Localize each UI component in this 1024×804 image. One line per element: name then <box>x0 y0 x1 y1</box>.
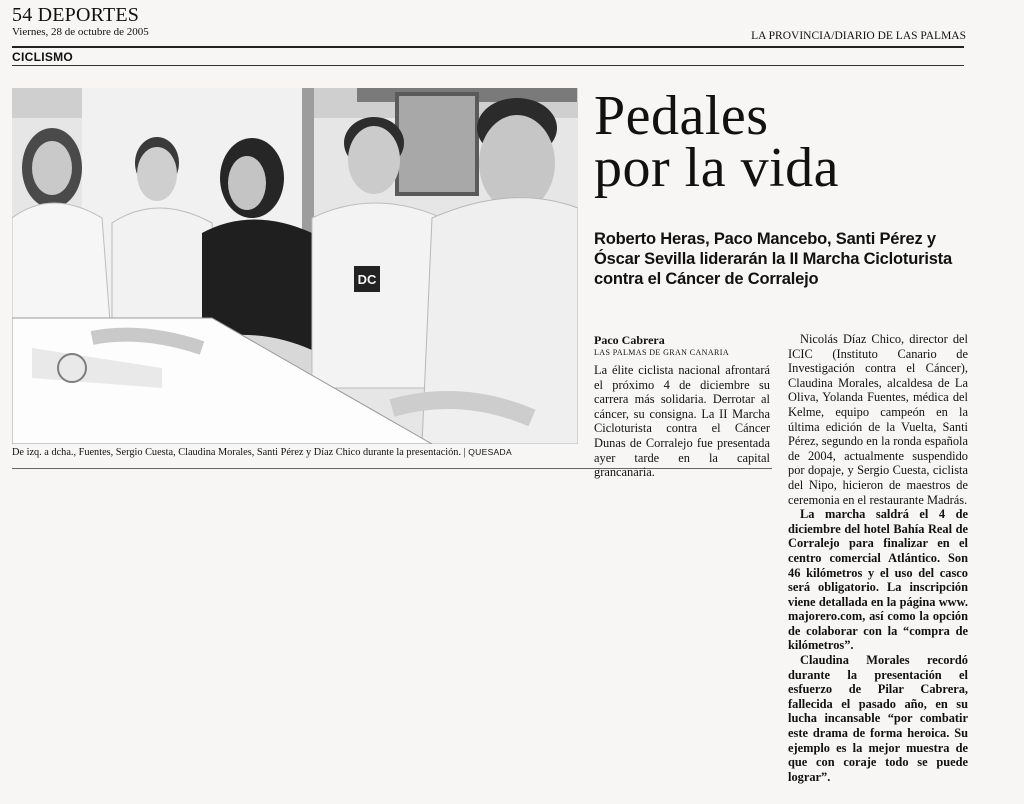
page-section: 54 DEPORTES <box>12 4 140 26</box>
header-rule <box>12 46 964 48</box>
article-subhead: Roberto Heras, Paco Mancebo, Santi Pérez y Óscar Sevilla liderarán la II Marcha Cicloturista contra el Cáncer de Corralejo <box>594 230 952 288</box>
body-paragraph: La élite ciclista nacional afrontará el próximo 4 de diciembre su carrera más solidaria. Derrotar al cáncer, su consigna. La II Marcha Cicloturista contra el Cáncer Dunas de Corralejo fue presentada ayer tarde en la capital grancanaria. <box>594 363 770 480</box>
caption-separator: | <box>463 447 469 458</box>
body-paragraph: Claudina Morales recordó durante la presentación el esfuerzo de Pilar Cabrera, fallecida el pasado año, en su lucha incansable “por combatir este drama de forma heroica. Su ejemplo es la mejor muestra de que con coraje todo se puede lograr”. <box>788 653 968 784</box>
article-column-1 <box>594 363 770 480</box>
article-column-2 <box>788 332 968 784</box>
article-headline <box>594 85 839 199</box>
press-photo <box>12 88 578 444</box>
dateline-location: LAS PALMAS DE GRAN CANARIA <box>594 348 730 357</box>
body-paragraph: Nicolás Díaz Chico, director del ICIC (Instituto Canario de Investigación contra el Cáncer), Claudina Morales, alcaldesa de La Oliva, Yolanda Fuentes, médica del Kelme, equipo campeón en la última edición de la Vuelta, Santi Pérez, segundo en la ronda española de 2004, actualmente suspendido por dopaje, y Sergio Cuesta, ciclista del Nipo, hicieron de maestros de ceremonia en el restaurante Madrás. <box>788 332 968 507</box>
photo-credit: QUESADA <box>468 447 512 457</box>
publication-date: Viernes, 28 de octubre de 2005 <box>12 26 149 38</box>
shirt-logo: DC <box>357 272 377 287</box>
headline-line-1: Pedales <box>594 85 769 147</box>
author-name: Paco Cabrera <box>594 333 665 347</box>
headline-line-2: por la vida <box>594 137 839 199</box>
caption-text: De izq. a dcha., Fuentes, Sergio Cuesta, Claudina Morales, Santi Pérez y Díaz Chico durante la presentación. <box>12 447 462 458</box>
section-label: CICLISMO <box>12 50 74 64</box>
photo-caption <box>12 447 577 458</box>
newspaper-name: LA PROVINCIA/DIARIO DE LAS PALMAS <box>751 30 966 42</box>
section-rule <box>12 65 964 66</box>
body-paragraph: La marcha saldrá el 4 de diciembre del hotel Bahía Real de Corralejo para finalizar en el centro comercial Atlántico. Son 46 kilómetros y el uso del casco será obligatorio. La inscripción viene detallada en la página www. majorero.com, así como la opción de colaborar con la “compra de kilómetros”. <box>788 507 968 653</box>
